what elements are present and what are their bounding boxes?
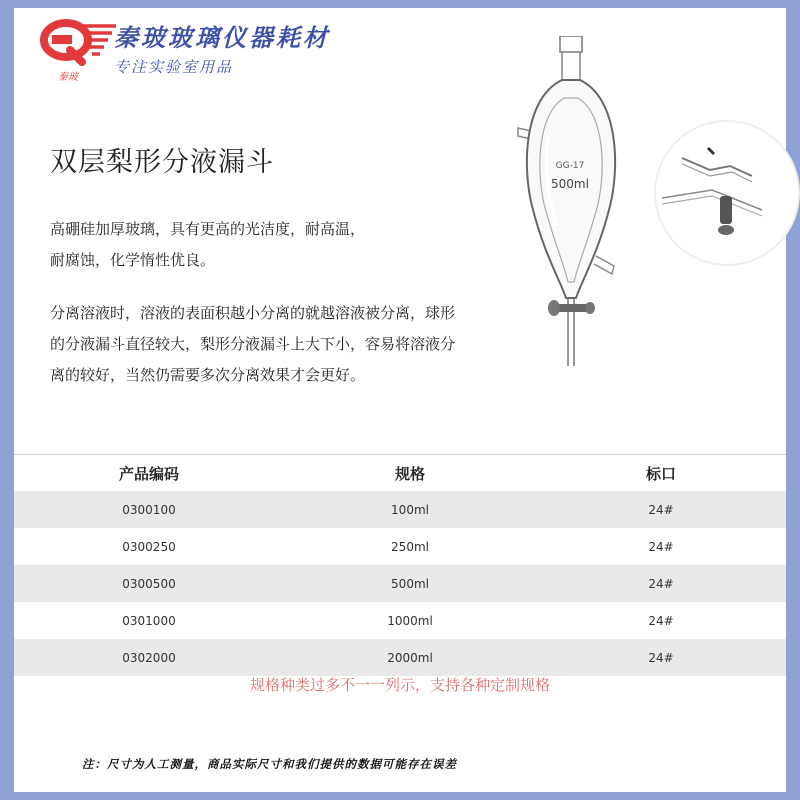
logo-text: 秦玻: [58, 72, 78, 83]
cell-product-code: 0300250: [122, 539, 176, 554]
cell-joint-size: 24#: [648, 539, 674, 554]
custom-spec-note: 规格种类过多不一一列示，支持各种定制规格: [249, 676, 550, 694]
funnel-mark: GG-17: [555, 161, 585, 171]
frame-top: [0, 0, 800, 8]
cell-spec: 100ml: [284, 491, 536, 528]
description-line: 离的较好，当然仍需要多次分离效果才会更好。: [50, 366, 366, 384]
table-row: [14, 528, 786, 565]
cell-joint-size: 24#: [536, 639, 786, 676]
table-row: [14, 491, 786, 528]
description-line: 耐腐蚀，化学惰性优良。: [50, 251, 216, 269]
cell-spec: 250ml: [391, 539, 429, 554]
description-line: 分离溶液时，溶液的表面积越小分离的就越溶液被分离，球形: [50, 304, 456, 322]
frame-left: [0, 0, 14, 800]
description-line: 的分液漏斗直径较大，梨形分液漏斗上大下小，容易将溶液分: [50, 335, 456, 353]
header-joint-size: 标口: [536, 455, 786, 492]
cell-spec: 2000ml: [284, 639, 536, 676]
brand-slogan: 专注实验室用品: [114, 58, 234, 76]
description-line: 高硼硅加厚玻璃，具有更高的光洁度，耐高温，: [50, 220, 366, 238]
frame-bottom: [0, 792, 800, 800]
header-spec: 规格: [284, 455, 536, 492]
spec-table: [14, 454, 786, 676]
cell-joint-size: 24#: [536, 491, 786, 528]
cell-spec: 500ml: [284, 565, 536, 602]
cell-joint-size: 24#: [648, 613, 674, 628]
logo-q-icon: [36, 12, 126, 84]
product-description-1: [50, 214, 520, 276]
stopcock-detail-image: [652, 118, 800, 268]
brand-logo: [36, 12, 126, 84]
separatory-funnel-image: [504, 36, 644, 368]
funnel-volume-label: 500ml: [551, 177, 589, 191]
table-header-row: [14, 455, 786, 492]
brand-name: 秦玻玻璃仪器耗材: [114, 23, 330, 52]
table-row: [14, 639, 786, 676]
table-row: [14, 565, 786, 602]
cell-product-code: 0302000: [14, 639, 284, 676]
cell-product-code: 0301000: [122, 613, 176, 628]
cell-spec: 1000ml: [387, 613, 433, 628]
cell-product-code: 0300100: [14, 491, 284, 528]
cell-product-code: 0300500: [14, 565, 284, 602]
product-page: [14, 8, 786, 792]
measurement-disclaimer: 注：尺寸为人工测量，商品实际尺寸和我们提供的数据可能存在误差: [82, 757, 457, 771]
header-product-code: 产品编码: [14, 455, 284, 492]
table-row: [14, 602, 786, 639]
product-description-2: [50, 298, 520, 391]
cell-joint-size: 24#: [536, 565, 786, 602]
product-title: 双层梨形分液漏斗: [50, 147, 274, 178]
